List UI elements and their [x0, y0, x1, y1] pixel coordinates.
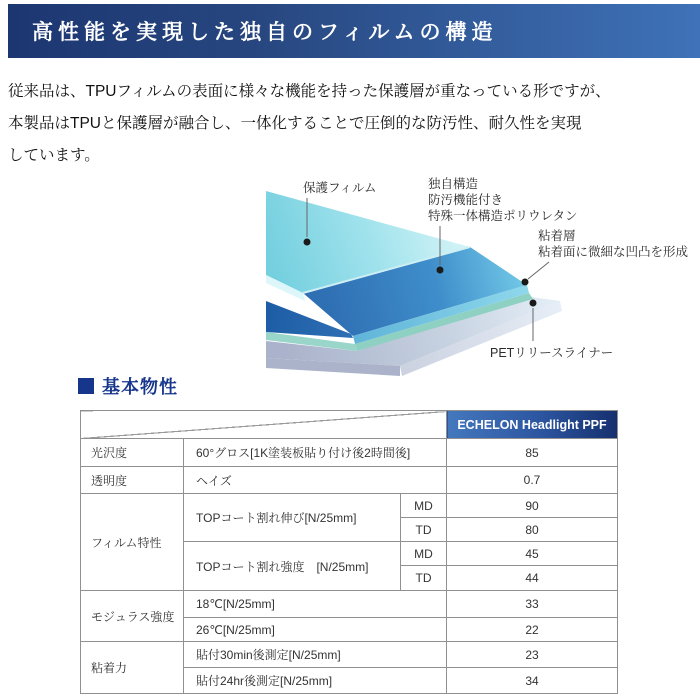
label-unique-2: 防汚機能付き — [428, 193, 504, 207]
table-row — [81, 439, 618, 467]
section-title-text: 基本物性 — [102, 377, 178, 397]
cell-category: モジュラス強度 — [81, 591, 184, 642]
cell-category: フィルム特性 — [81, 494, 184, 591]
cell-desc: 貼付30min後測定[N/25mm] — [184, 642, 447, 668]
table-row — [81, 642, 618, 668]
cell-value: 45 — [447, 542, 618, 566]
basic-properties-table — [80, 410, 618, 694]
cell-value: 34 — [447, 668, 618, 694]
cell-value: 90 — [447, 494, 618, 518]
intro-line: 本製品はTPUと保護層が融合し、一体化することで圧倒的な防汚性、耐久性を実現 — [8, 115, 582, 132]
dot-liner — [530, 300, 537, 307]
section-square-icon — [78, 378, 94, 394]
cell-direction: MD — [401, 494, 447, 518]
leader-adhesive — [528, 262, 549, 279]
cell-category: 光沢度 — [81, 439, 184, 467]
cell-desc: 26℃[N/25mm] — [184, 618, 447, 642]
dot-adhesive — [522, 279, 529, 286]
table-row — [81, 494, 618, 518]
section-title-basic-properties — [78, 373, 178, 399]
cell-desc: TOPコート割れ強度 [N/25mm] — [184, 542, 401, 591]
film-structure-diagram — [0, 170, 700, 382]
table-header-row — [81, 411, 618, 439]
cell-direction: TD — [401, 518, 447, 542]
intro-text — [8, 76, 696, 172]
cell-desc: 貼付24hr後測定[N/25mm] — [184, 668, 447, 694]
cell-category: 粘着力 — [81, 642, 184, 694]
cell-value: 23 — [447, 642, 618, 668]
film-layers-illustration — [0, 170, 700, 382]
header-bar — [8, 4, 700, 58]
intro-line: 従来品は、TPUフィルムの表面に様々な機能を持った保護層が重なっている形ですが、 — [8, 83, 611, 100]
header-diagonal-cell — [81, 411, 447, 439]
label-unique-1: 独自構造 — [428, 177, 479, 191]
cell-category: 透明度 — [81, 467, 184, 494]
cell-value: 44 — [447, 566, 618, 591]
cell-value: 85 — [447, 439, 618, 467]
table-row — [81, 467, 618, 494]
cell-direction: TD — [401, 566, 447, 591]
intro-line: しています。 — [8, 147, 100, 164]
cell-value: 0.7 — [447, 467, 618, 494]
cell-value: 33 — [447, 591, 618, 618]
cell-desc: 18℃[N/25mm] — [184, 591, 447, 618]
table-row — [81, 591, 618, 618]
cell-value: 22 — [447, 618, 618, 642]
cell-desc: ヘイズ — [184, 467, 447, 494]
dot-unique — [437, 267, 444, 274]
label-liner: PETリリースライナー — [490, 346, 614, 360]
label-adhesive-1: 粘着層 — [538, 229, 576, 243]
cell-desc: 60°グロス[1K塗装板貼り付け後2時間後] — [184, 439, 447, 467]
cell-value: 80 — [447, 518, 618, 542]
header-product-cell: ECHELON Headlight PPF — [447, 411, 618, 439]
dot-protect — [304, 239, 311, 246]
cell-desc: TOPコート割れ伸び[N/25mm] — [184, 494, 401, 542]
label-protect-film: 保護フィルム — [303, 181, 377, 195]
page-title: 高性能を実現した独自のフィルムの構造 — [32, 20, 498, 44]
label-unique-3: 特殊一体構造ポリウレタン — [428, 209, 578, 223]
label-adhesive-2: 粘着面に微細な凹凸を形成 — [538, 245, 689, 259]
cell-direction: MD — [401, 542, 447, 566]
